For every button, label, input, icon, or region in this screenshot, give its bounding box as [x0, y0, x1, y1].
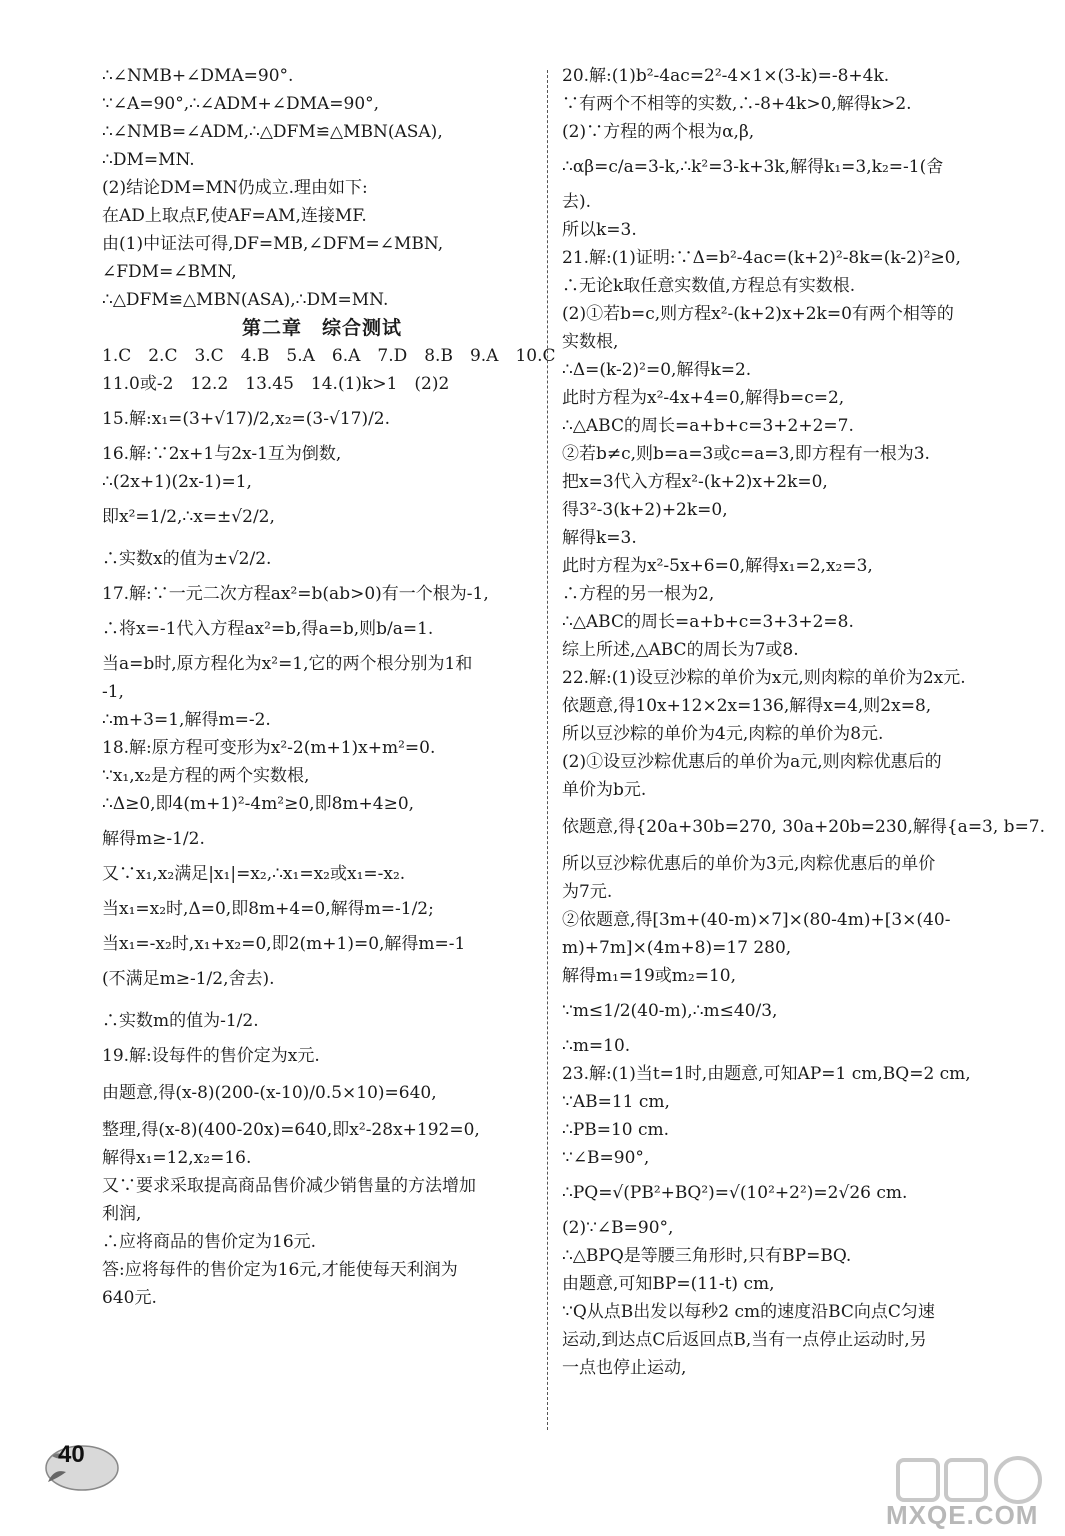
text-line: 当x₁=x₂时,Δ=0,即8m+4=0,解得m=-1/2; — [102, 899, 434, 919]
text-line: 15.解:x₁=(3+√17)/2,x₂=(3-√17)/2. — [102, 409, 391, 429]
text-line: ∴实数m的值为-1/2. — [102, 1011, 259, 1031]
text-line: ∴将x=-1代入方程ax²=b,得a=b,则b/a=1. — [102, 619, 434, 639]
text-line: ∴△BPQ是等腰三角形时,只有BP=BQ. — [562, 1246, 852, 1266]
text-line: ∵Q从点B出发以每秒2 cm的速度沿BC向点C匀速 — [562, 1302, 935, 1322]
text-line: ∵∠B=90°, — [562, 1148, 650, 1168]
text-line: 23.解:(1)当t=1时,由题意,可知AP=1 cm,BQ=2 cm, — [562, 1064, 971, 1084]
text-line: 一点也停止运动, — [562, 1358, 687, 1378]
text-line: (不满足m≥-1/2,舍去). — [102, 969, 275, 989]
text-line: 为7元. — [562, 882, 613, 902]
text-line: ∴△ABC的周长=a+b+c=3+2+2=7. — [562, 416, 854, 436]
text-line: ∴∠NMB+∠DMA=90°. — [102, 66, 294, 86]
text-line: 依题意,得10x+12×2x=136,解得x=4,则2x=8, — [562, 696, 932, 716]
text-line: m)+7m]×(4m+8)=17 280, — [562, 938, 792, 958]
text-line: 此时方程为x²-4x+4=0,解得b=c=2, — [562, 388, 845, 408]
text-line: 22.解:(1)设豆沙粽的单价为x元,则肉粽的单价为2x元. — [562, 668, 966, 688]
text-line: ∴αβ=c/a=3-k,∴k²=3-k+3k,解得k₁=3,k₂=-1(舍 — [562, 157, 944, 177]
text-line: ∴PB=10 cm. — [562, 1120, 670, 1140]
text-line: 单价为b元. — [562, 780, 647, 800]
text-line: (2)结论DM=MN仍成立.理由如下: — [102, 178, 368, 198]
text-line: 综上所述,△ABC的周长为7或8. — [562, 640, 799, 660]
text-line: -1, — [102, 682, 124, 702]
text-line: ②依题意,得[3m+(40-m)×7]×(80-4m)+[3×(40- — [562, 910, 951, 930]
text-line: 20.解:(1)b²-4ac=2²-4×1×(3-k)=-8+4k. — [562, 66, 890, 86]
text-line: 在AD上取点F,使AF=AM,连接MF. — [102, 206, 367, 226]
text-line: 又∵要求采取提高商品售价减少销售量的方法增加 — [102, 1176, 476, 1196]
text-line: 21.解:(1)证明:∵Δ=b²-4ac=(k+2)²-8k=(k-2)²≥0, — [562, 248, 961, 268]
text-line: 1.C 2.C 3.C 4.B 5.A 6.A 7.D 8.B 9.A 10.C — [102, 346, 556, 366]
text-line: 整理,得(x-8)(400-20x)=640,即x²-28x+192=0, — [102, 1120, 480, 1140]
text-line: ∵∠A=90°,∴∠ADM+∠DMA=90°, — [102, 94, 380, 114]
text-line: 所以豆沙粽优惠后的单价为3元,肉粽优惠后的单价 — [562, 854, 936, 874]
text-line: 运动,到达点C后返回点B,当有一点停止运动时,另 — [562, 1330, 927, 1350]
text-line: 答:应将每件的售价定为16元,才能使每天利润为 — [102, 1260, 458, 1280]
text-line: 16.解:∵2x+1与2x-1互为倒数, — [102, 444, 342, 464]
text-line: 又∵x₁,x₂满足|x₁|=x₂,∴x₁=x₂或x₁=-x₂. — [102, 864, 406, 884]
text-line: 解得m≥-1/2. — [102, 829, 205, 849]
text-line: ∴DM=MN. — [102, 150, 195, 170]
text-line: 依题意,得{20a+30b=270, 30a+20b=230,解得{a=3, b=7. — [562, 817, 1046, 837]
text-line: 由题意,得(x-8)(200-(x-10)/0.5×10)=640, — [102, 1083, 437, 1103]
text-line: ∴应将商品的售价定为16元. — [102, 1232, 317, 1252]
text-line: ∴(2x+1)(2x-1)=1, — [102, 472, 252, 492]
text-line: ∠FDM=∠BMN, — [102, 262, 237, 282]
text-line: ∵有两个不相等的实数,∴-8+4k>0,解得k>2. — [562, 94, 912, 114]
text-line: 所以豆沙粽的单价为4元,肉粽的单价为8元. — [562, 724, 884, 744]
text-line: 640元. — [102, 1288, 157, 1308]
text-line: ∴m+3=1,解得m=-2. — [102, 710, 271, 730]
text-line: (2)∵方程的两个根为α,β, — [562, 122, 755, 142]
text-line: ∴PQ=√(PB²+BQ²)=√(10²+2²)=2√26 cm. — [562, 1183, 908, 1203]
text-line: 即x²=1/2,∴x=±√2/2, — [102, 507, 275, 527]
text-line: 所以k=3. — [562, 220, 637, 240]
text-line: 11.0或-2 12.2 13.45 14.(1)k>1 (2)2 — [102, 374, 450, 394]
text-line: 当x₁=-x₂时,x₁+x₂=0,即2(m+1)=0,解得m=-1 — [102, 934, 466, 954]
text-line: ∴Δ≥0,即4(m+1)²-4m²≥0,即8m+4≥0, — [102, 794, 415, 814]
text-line: 解得x₁=12,x₂=16. — [102, 1148, 252, 1168]
text-line: ∴m=10. — [562, 1036, 631, 1056]
text-line: (2)①设豆沙粽优惠后的单价为a元,则肉粽优惠后的 — [562, 752, 942, 772]
text-line: 19.解:设每件的售价定为x元. — [102, 1046, 320, 1066]
text-line: ∵m≤1/2(40-m),∴m≤40/3, — [562, 1001, 778, 1021]
text-line: ∴Δ=(k-2)²=0,解得k=2. — [562, 360, 752, 380]
text-line: ∵x₁,x₂是方程的两个实数根, — [102, 766, 310, 786]
column-divider — [547, 70, 548, 1430]
text-line: (2)∵∠B=90°, — [562, 1218, 674, 1238]
text-line: ∵AB=11 cm, — [562, 1092, 670, 1112]
text-line: ∴△ABC的周长=a+b+c=3+3+2=8. — [562, 612, 854, 632]
text-line: 由(1)中证法可得,DF=MB,∠DFM=∠MBN, — [102, 234, 444, 254]
watermark-text: MXQE.COM — [886, 1500, 1039, 1530]
text-line: 17.解:∵一元二次方程ax²=b(ab>0)有一个根为-1, — [102, 584, 489, 604]
text-line: ∴方程的另一根为2, — [562, 584, 715, 604]
left-column — [102, 62, 556, 1312]
text-line: (2)①若b=c,则方程x²-(k+2)x+2k=0有两个相等的 — [562, 304, 954, 324]
page-number: 40 — [58, 1441, 85, 1468]
text-line: ②若b≠c,则b=a=3或c=a=3,即方程有一根为3. — [562, 444, 930, 464]
right-column — [562, 62, 1046, 1382]
text-line: 此时方程为x²-5x+6=0,解得x₁=2,x₂=3, — [562, 556, 873, 576]
text-line: 实数根, — [562, 332, 619, 352]
text-line: 当a=b时,原方程化为x²=1,它的两个根分别为1和 — [102, 654, 473, 674]
text-line: ∴∠NMB=∠ADM,∴△DFM≌△MBN(ASA), — [102, 122, 443, 142]
text-line: ∴△DFM≌△MBN(ASA),∴DM=MN. — [102, 290, 389, 310]
text-line: 把x=3代入方程x²-(k+2)x+2k=0, — [562, 472, 828, 492]
text-line: 解得m₁=19或m₂=10, — [562, 966, 737, 986]
text-line: 利润, — [102, 1204, 142, 1224]
text-line: ∴实数x的值为±√2/2. — [102, 549, 272, 569]
text-line: 解得k=3. — [562, 528, 637, 548]
text-line: 得3²-3(k+2)+2k=0, — [562, 500, 728, 520]
text-line: ∴无论k取任意实数值,方程总有实数根. — [562, 276, 856, 296]
text-line: 由题意,可知BP=(11-t) cm, — [562, 1274, 775, 1294]
chapter-title: 第二章 综合测试 — [241, 317, 402, 339]
text-line: 18.解:原方程可变形为x²-2(m+1)x+m²=0. — [102, 738, 436, 758]
text-line: 去). — [562, 192, 592, 212]
